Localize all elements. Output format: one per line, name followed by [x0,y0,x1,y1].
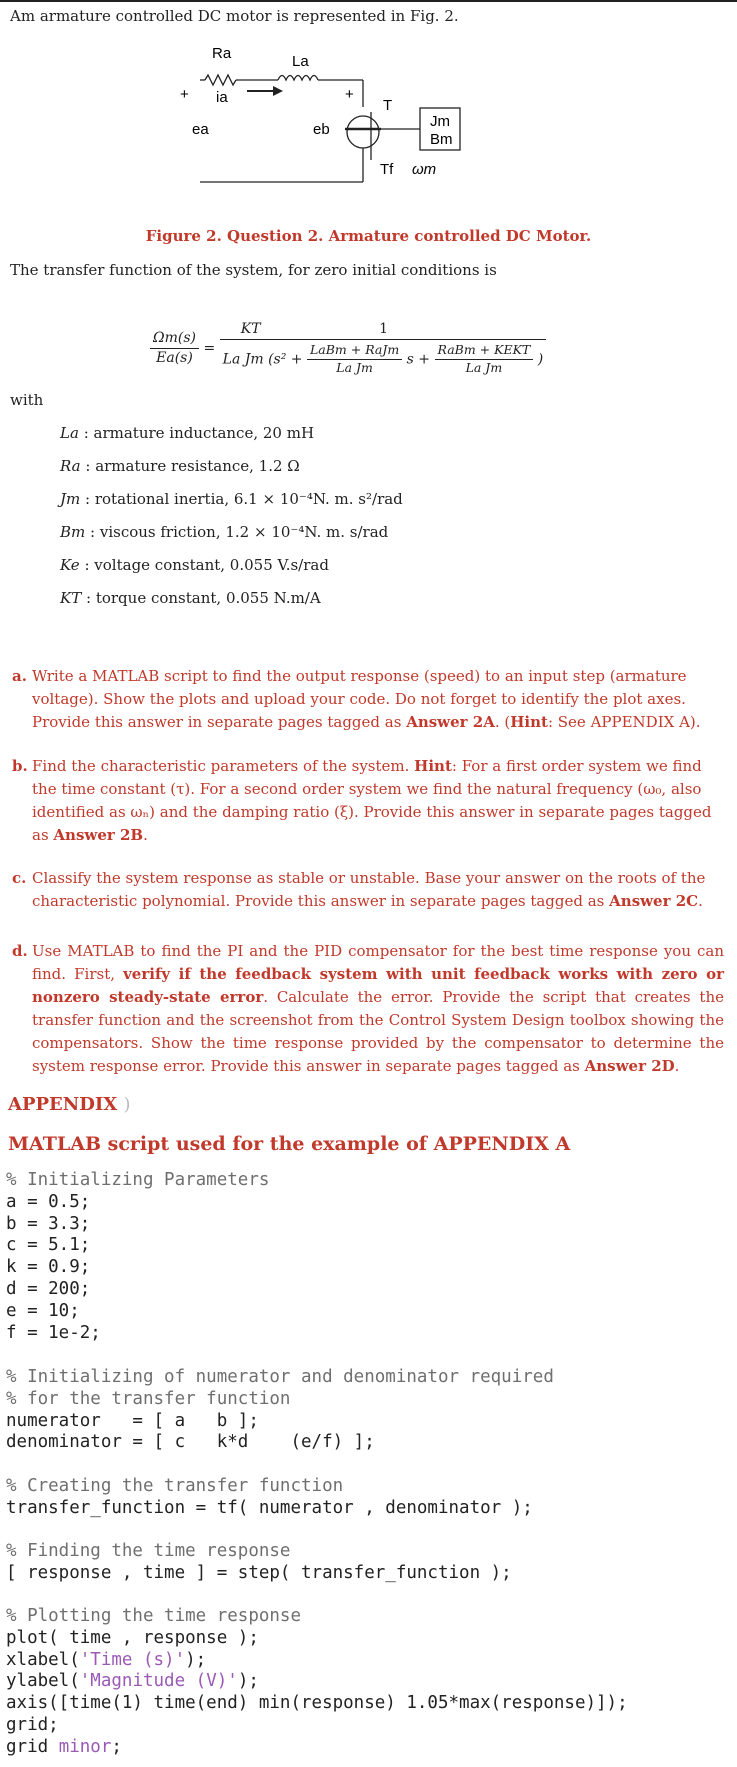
eq-coef2-num: RaBm + KEKT [435,342,534,360]
param-jm [60,490,403,510]
label-ea: ea [192,121,209,138]
eq-coef2 [435,342,534,377]
question-d-bold: verify if the feedback system with unit feedback works with zero or nonzero steady-state error [32,965,724,1006]
question-a-label: a. [12,667,27,685]
eq-equals: = [203,340,216,357]
code-line: k = 0.9; [6,1257,91,1278]
question-c [12,867,724,913]
eq-coef1 [307,342,402,377]
eq-lhs-den: Ea(s) [156,349,193,366]
eq-rhs-num [220,320,547,340]
param-bm-text: : viscous friction, 1.2 × 10⁻⁴N. m. s/rad [90,523,389,541]
code-section-step [6,1541,512,1585]
code-comment: % Initializing Parameters [6,1170,270,1190]
param-jm-text: : rotational inertia, 6.1 × 10⁻⁴N. m. s²/rad [85,490,403,508]
code-section-tf [6,1367,554,1454]
figure-caption: Figure 2. Question 2. Armature controlled DC Motor. [145,227,592,245]
matlab-code-block [6,1170,269,1344]
with-label: with [10,391,44,409]
question-c-label: c. [12,869,27,887]
current-arrow-head [273,86,283,96]
code-section-params [6,1170,269,1344]
question-d-text: Use MATLAB to find the PI and the PID compensator for the best time response you can find. First, [32,942,724,983]
param-ke [60,556,329,576]
param-kt-text: : torque constant, 0.055 N.m/A [86,589,321,607]
question-a-hint: Hint [510,713,548,731]
param-ra-sym: Ra [60,457,81,475]
eq-coef2-den: La Jm [465,359,503,375]
code-string: minor [58,1736,112,1757]
code-comment: % Finding the time response [6,1541,291,1561]
code-line: c = 5.1; [6,1235,91,1256]
param-kt-sym: KT [60,589,82,607]
motor-circle [347,116,379,148]
code-line: ; [111,1736,122,1757]
param-bm [60,523,388,543]
eq-coef1-num: LaBm + RaJm [307,342,402,360]
label-la: La [292,53,309,70]
code-line: plot( time , response ); [6,1627,259,1648]
question-d-text2: . Calculate the error. Provide the script that creates the transfer function and the screenshot from the Control System Design toolbox showing the compensators. Show the time response provided by the compensator to determine the system response error. Provide this answer in separate pages tagged as [32,988,724,1075]
eq-s2: (s² + [268,351,303,368]
code-line: xlabel( [6,1649,80,1670]
transfer-function-equation [150,320,546,377]
code-section-plot [6,1606,628,1759]
eq-one: 1 [379,321,389,337]
code-line: grid [6,1736,59,1757]
question-b-label: b. [12,757,28,775]
question-b-text3: . [143,826,148,844]
code-line: denominator = [ c k*d (e/f) ]; [6,1432,375,1453]
code-line: ylabel( [6,1671,80,1692]
question-b [12,755,724,847]
code-line: [ response , time ] = step( transfer_function ); [6,1562,512,1583]
code-line: b = 3.3; [6,1213,91,1234]
code-line: a = 0.5; [6,1191,91,1212]
matlab-code-block-4 [6,1541,512,1585]
code-line: axis([time(1) time(end) min(response) 1.05*max(response)]); [6,1693,628,1714]
matlab-code-block-3 [6,1476,533,1520]
eq-s-plus: s + [406,351,431,368]
param-ra-text: : armature resistance, 1.2 Ω [85,457,300,475]
param-ke-sym: Ke [60,556,80,574]
eq-lajm: La Jm [222,351,264,368]
motor-circuit-diagram [175,42,475,207]
question-d-tag: Answer 2D [584,1057,675,1075]
param-kt [60,589,321,609]
param-la-text: : armature inductance, 20 mH [83,424,315,442]
appendix-title [8,1094,131,1115]
label-ra: Ra [212,45,232,62]
eq-rhs-den [220,340,547,377]
matlab-code-block-2 [6,1367,554,1454]
question-a-tag: Answer 2A [406,713,495,731]
code-line: d = 200; [6,1278,91,1299]
code-comment: % Creating the transfer function [6,1476,344,1496]
question-c-text: Classify the system response as stable or unstable. Base your answer on the roots of the characteristic polynomial. Provide this answer in separate pages tagged as [32,869,706,910]
question-d [12,940,724,1078]
question-a-text3: : See APPENDIX A). [547,713,701,731]
code-line: e = 10; [6,1300,80,1321]
code-line: transfer_function = tf( numerator , denominator ); [6,1497,533,1518]
code-string: 'Time (s)' [79,1649,186,1670]
label-tf: Tf [380,161,394,178]
param-bm-sym: Bm [60,523,86,541]
question-b-hint: Hint [414,757,452,775]
question-d-label: d. [12,942,28,960]
question-c-text2: . [698,892,703,910]
question-c-tag: Answer 2C [609,892,699,910]
label-plus-ea: + [180,86,189,103]
eq-coef1-den: La Jm [336,359,373,375]
label-ia: ia [216,89,228,106]
eq-close: ) [537,351,544,368]
eq-lhs-num: Ωm(s) [150,329,199,349]
question-b-text2: : For a first order system we find the time constant (τ). For a second order system we find the natural frequency (ω₀, also identified as ωₙ) and the damping ratio (ξ). Provide this answer in separate pages tagged as [32,757,712,844]
eq-rhs [220,320,547,377]
question-a-text2: . ( [494,713,511,731]
appendix-title-text: APPENDIX [8,1094,118,1115]
transfer-intro: The transfer function of the system, for zero initial conditions is [10,261,497,279]
inductor-la [278,76,318,81]
question-b-text: Find the characteristic parameters of the system. [32,757,415,775]
eq-kt: KT [240,321,261,337]
code-section-create [6,1476,533,1520]
code-line: numerator = [ a b ]; [6,1410,259,1431]
matlab-code-block-5 [6,1606,628,1759]
question-b-tag: Answer 2B [53,826,144,844]
code-comment: % Initializing of numerator and denominator required [6,1367,554,1387]
code-line: grid; [6,1714,59,1735]
resistor-ra [205,75,236,85]
label-plus-eb: + [345,86,354,103]
code-line: ); [185,1649,207,1670]
code-comment: % Plotting the time response [6,1606,302,1626]
label-wm: ωm [412,161,437,178]
code-string: 'Magnitude (V)' [79,1671,238,1692]
code-line: ); [237,1671,259,1692]
question-a [12,665,724,734]
appendix-glyph: ) [123,1094,131,1115]
param-ra [60,457,300,477]
param-la [60,424,314,444]
param-jm-sym: Jm [60,490,81,508]
question-d-text3: . [674,1057,680,1075]
label-t: T [383,97,393,114]
param-ke-text: : voltage constant, 0.055 V.s/rad [84,556,329,574]
top-border [0,0,737,2]
label-eb: eb [313,121,330,138]
label-bm: Bm [430,131,453,148]
intro-text: Am armature controlled DC motor is represented in Fig. 2. [10,7,459,25]
question-a-text: Write a MATLAB script to find the output response (speed) to an input step (armature voltage). Show the plots and upload your code. Do not forget to identify the plot axes. Provide this answer in separate pages tagged as [32,667,687,731]
code-comment: % for the transfer function [6,1388,291,1409]
script-title: MATLAB script used for the example of APPENDIX A [8,1133,571,1155]
param-la-sym: La [60,424,79,442]
eq-lhs [150,329,199,368]
code-line: f = 1e-2; [6,1322,101,1343]
label-jm: Jm [430,113,450,130]
